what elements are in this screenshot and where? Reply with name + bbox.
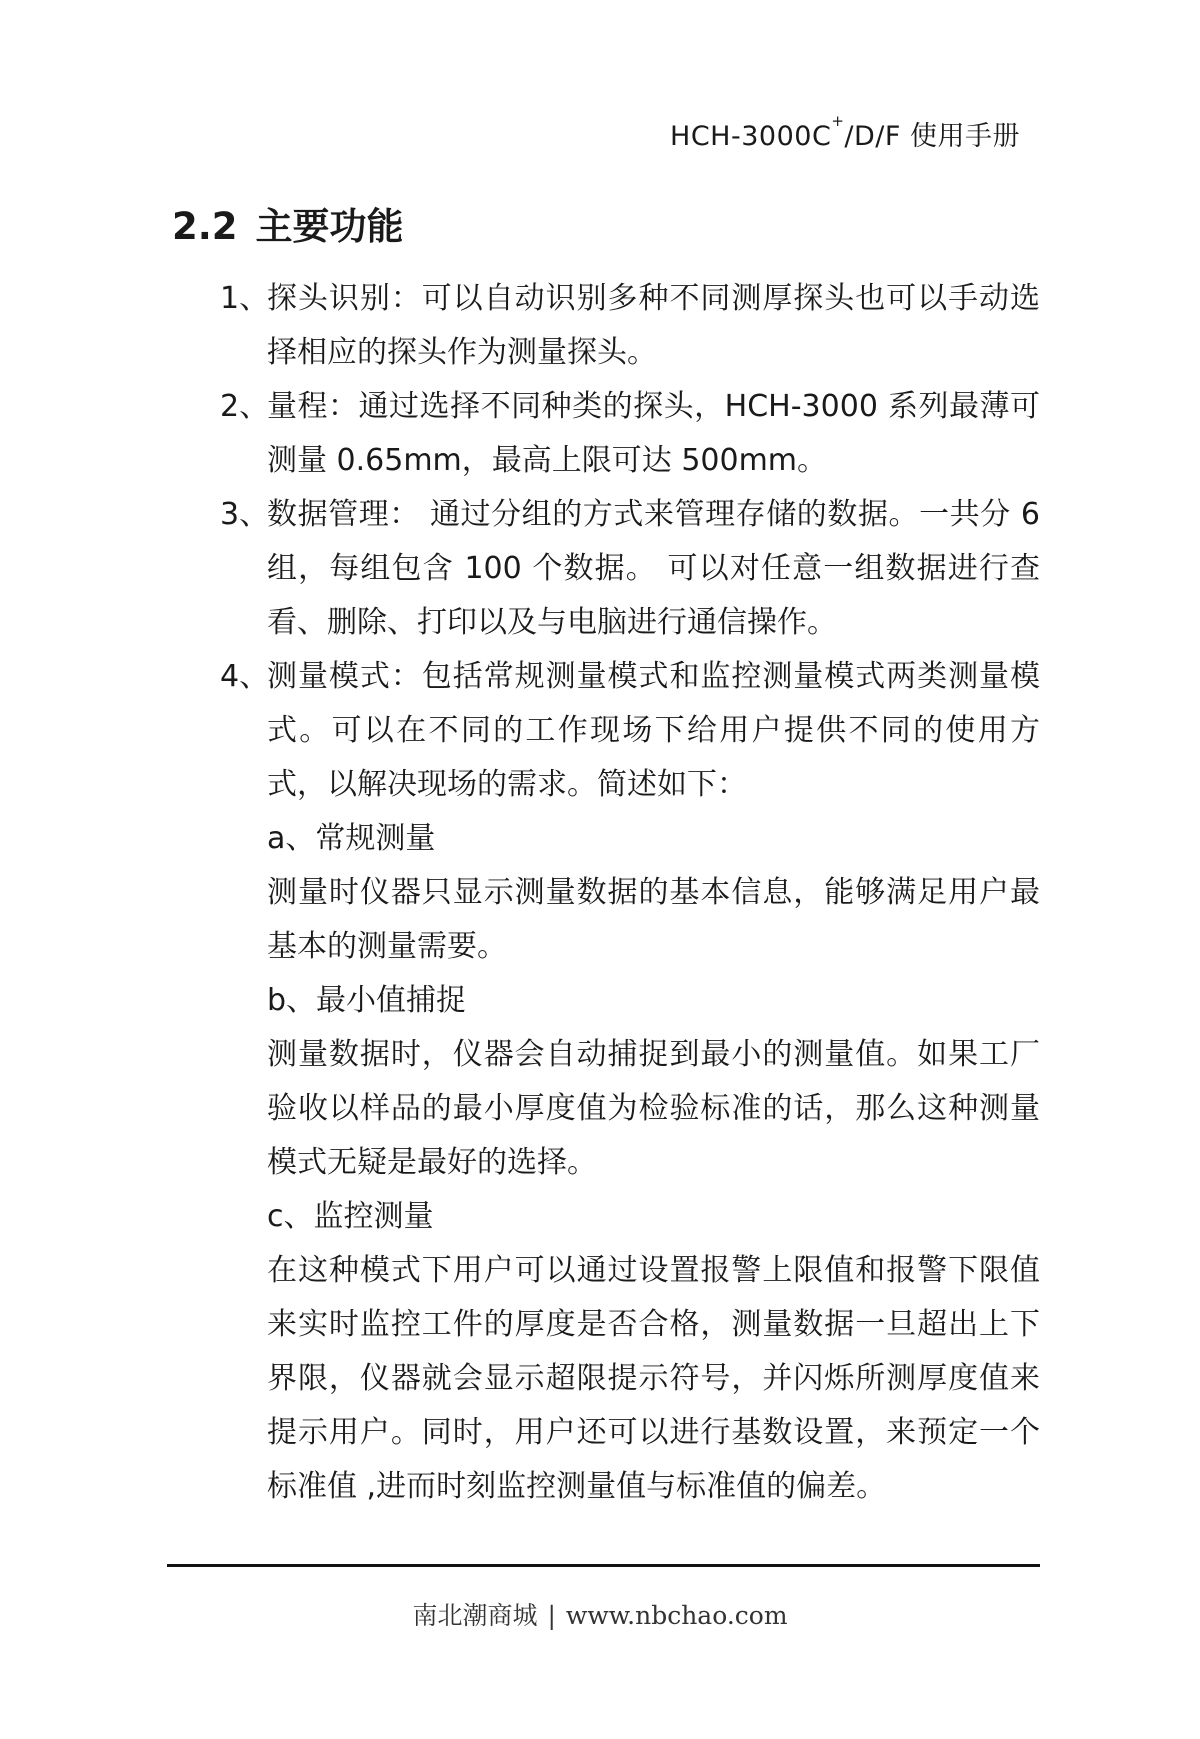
mode-text-normal: 测量时仪器只显示测量数据的基本信息，能够满足用户最基本的测量需要。 <box>267 875 1040 964</box>
feature-item-text: 探头识别：可以自动识别多种不同测厚探头也可以手动选择相应的探头作为测量探头。 <box>267 281 1040 370</box>
mode-heading-min-capture: b、最小值捕捉 <box>267 983 467 1018</box>
footer-separator: | <box>547 1601 556 1630</box>
section-title <box>172 196 404 250</box>
feature-item-text: 数据管理： 通过分组的方式来管理存储的数据。一共分 6 组，每组包含 100 个数据。 可以对任意一组数据进行查看、删除、打印以及与电脑进行通信操作。 <box>267 497 1040 640</box>
mode-text-monitor: 在这种模式下用户可以通过设置报警上限值和报警下限值来实时监控工件的厚度是否合格，测量数据一旦超出上下界限，仪器就会显示超限提示符号，并闪烁所测厚度值来提示用户。同时，用户还可以进行基数设置，来预定一个标准值 ,进而时刻监控测量值与标准值的偏差。 <box>267 1253 1040 1504</box>
section-title-text: 主要功能 <box>255 205 404 248</box>
mode-heading-monitor: c、监控测量 <box>267 1199 434 1234</box>
feature-item-text: 量程：通过选择不同种类的探头，HCH-3000 系列最薄可测量 0.65mm，最高上限可达 500mm。 <box>267 389 1040 478</box>
feature-item-probe-recognition <box>220 272 1040 380</box>
footer-divider <box>167 1564 1040 1567</box>
feature-item-index: 1、 <box>220 281 270 316</box>
feature-list <box>220 272 1040 1514</box>
header-manual-title: /D/F 使用手册 <box>844 121 1020 152</box>
footer-site-name: 南北潮商城 <box>412 1601 538 1630</box>
section-number: 2.2 <box>172 205 238 248</box>
feature-item-measure-mode <box>220 650 1040 812</box>
page-footer <box>0 1596 1200 1632</box>
feature-item-range <box>220 380 1040 488</box>
feature-item-text: 测量模式：包括常规测量模式和监控测量模式两类测量模式。可以在不同的工作现场下给用户提供不同的使用方式，以解决现场的需求。简述如下： <box>267 659 1040 802</box>
header-model: HCH-3000C <box>670 121 832 152</box>
mode-text-min-capture: 测量数据时，仪器会自动捕捉到最小的测量值。如果工厂验收以样品的最小厚度值为检验标准的话，那么这种测量模式无疑是最好的选择。 <box>267 1037 1040 1180</box>
header-model-superscript: + <box>831 112 845 130</box>
feature-item-index: 3、 <box>220 497 270 532</box>
mode-heading-normal: a、常规测量 <box>267 821 436 856</box>
footer-url-link[interactable]: www.nbchao.com <box>565 1601 788 1630</box>
page-header <box>670 114 1020 153</box>
feature-item-data-management <box>220 488 1040 650</box>
feature-item-index: 2、 <box>220 389 270 424</box>
feature-item-index: 4、 <box>220 659 270 694</box>
